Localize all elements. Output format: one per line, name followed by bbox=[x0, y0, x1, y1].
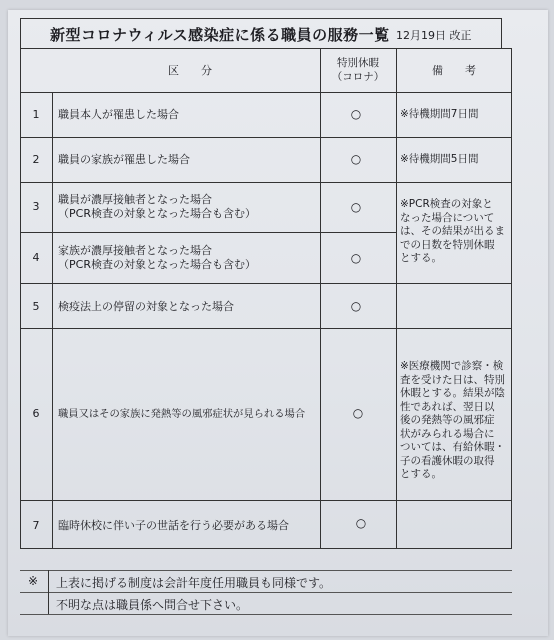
row-divider bbox=[20, 283, 512, 284]
footer-asterisk: ※ bbox=[28, 574, 39, 588]
header-leave bbox=[322, 56, 394, 84]
remark-line: とする。 bbox=[400, 468, 442, 480]
row-number: 5 bbox=[32, 300, 40, 313]
table-border-bottom bbox=[20, 548, 512, 549]
remark-block bbox=[400, 360, 508, 482]
row-number: 1 bbox=[32, 108, 40, 121]
remark-line: での日数を特別休暇 bbox=[400, 238, 495, 251]
table-border-left bbox=[20, 48, 21, 549]
leave-mark: ○ bbox=[355, 516, 367, 530]
row-category-sub: （PCR検査の対象となった場合も含む） bbox=[58, 207, 256, 220]
row-divider bbox=[20, 92, 512, 93]
row-category: 家族が濃厚接触者となった場合 bbox=[58, 244, 212, 257]
row-divider bbox=[20, 328, 512, 329]
revision-date: 12月19日 改正 bbox=[396, 29, 472, 42]
row-divider bbox=[20, 500, 512, 501]
row-divider bbox=[20, 232, 396, 233]
remark-line: 子の看護休暇の取得 bbox=[400, 454, 495, 467]
remark-line: なった場合については、その結果が出るま bbox=[400, 211, 505, 237]
footer-note-1: 上表に掲げる制度は会計年度任用職員も同様です。 bbox=[56, 576, 332, 590]
leave-mark: ○ bbox=[350, 200, 362, 214]
row-category: 職員の家族が罹患した場合 bbox=[58, 153, 190, 166]
remark-line: 休暇とする。結果が陰 bbox=[400, 387, 505, 399]
row-category: 職員本人が罹患した場合 bbox=[58, 108, 179, 121]
leave-mark: ○ bbox=[352, 406, 364, 420]
footer-rule bbox=[20, 614, 512, 615]
remark-line: 後の発熱等の風邪症 bbox=[400, 414, 495, 426]
header-category: 区 分 bbox=[168, 64, 212, 77]
remark-line: ※医療機関で診察・検 bbox=[400, 360, 504, 372]
row-number: 6 bbox=[32, 407, 40, 420]
row-number: 4 bbox=[32, 251, 40, 264]
remark-text: ※待機期間5日間 bbox=[400, 153, 479, 165]
row-divider bbox=[20, 137, 512, 138]
leave-column-divider bbox=[396, 48, 397, 549]
footer-rule bbox=[20, 570, 512, 571]
leave-mark: ○ bbox=[350, 107, 362, 121]
header-leave-line2: （コロナ） bbox=[331, 71, 385, 83]
leave-mark: ○ bbox=[350, 152, 362, 166]
remark-text: ※待機期間7日間 bbox=[400, 108, 479, 120]
remark-block bbox=[400, 198, 508, 266]
header-remarks: 備 考 bbox=[432, 64, 476, 77]
category-column-divider bbox=[320, 48, 321, 549]
document-title: 新型コロナウィルス感染症に係る職員の服務一覧 bbox=[50, 26, 390, 44]
remark-line: ※PCR検査の対象と bbox=[400, 198, 493, 210]
row-category-sub: （PCR検査の対象となった場合も含む） bbox=[58, 258, 256, 271]
row-category: 臨時休校に伴い子の世話を行う必要がある場合 bbox=[58, 519, 289, 532]
table-border-right bbox=[511, 48, 512, 549]
service-table bbox=[20, 48, 512, 550]
footer-note-2: 不明な点は職員係へ問合せ下さい。 bbox=[56, 598, 249, 612]
row-divider bbox=[20, 182, 512, 183]
remark-line: 状がみられる場合に bbox=[400, 427, 495, 440]
footer-rule bbox=[20, 592, 512, 593]
row-category: 職員又はその家族に発熱等の風邪症状が見られる場合 bbox=[58, 408, 306, 420]
row-number: 2 bbox=[32, 153, 40, 166]
remark-line: ついては、有給休暇・ bbox=[400, 441, 505, 453]
row-number: 3 bbox=[32, 200, 40, 213]
remark-line: とする。 bbox=[400, 252, 442, 264]
row-number: 7 bbox=[32, 519, 40, 532]
row-category: 検疫法上の停留の対象となった場合 bbox=[58, 300, 234, 313]
leave-mark: ○ bbox=[350, 251, 362, 265]
remark-line: 査を受けた日は、特別 bbox=[400, 373, 505, 386]
leave-mark: ○ bbox=[350, 299, 362, 313]
header-leave-line1: 特別休暇 bbox=[337, 57, 379, 69]
remark-line: 性であれば、翌日以 bbox=[400, 400, 495, 413]
table-border-top bbox=[20, 48, 512, 49]
number-column-divider bbox=[52, 92, 53, 549]
footer-divider bbox=[48, 570, 49, 614]
row-category: 職員が濃厚接触者となった場合 bbox=[58, 193, 212, 206]
